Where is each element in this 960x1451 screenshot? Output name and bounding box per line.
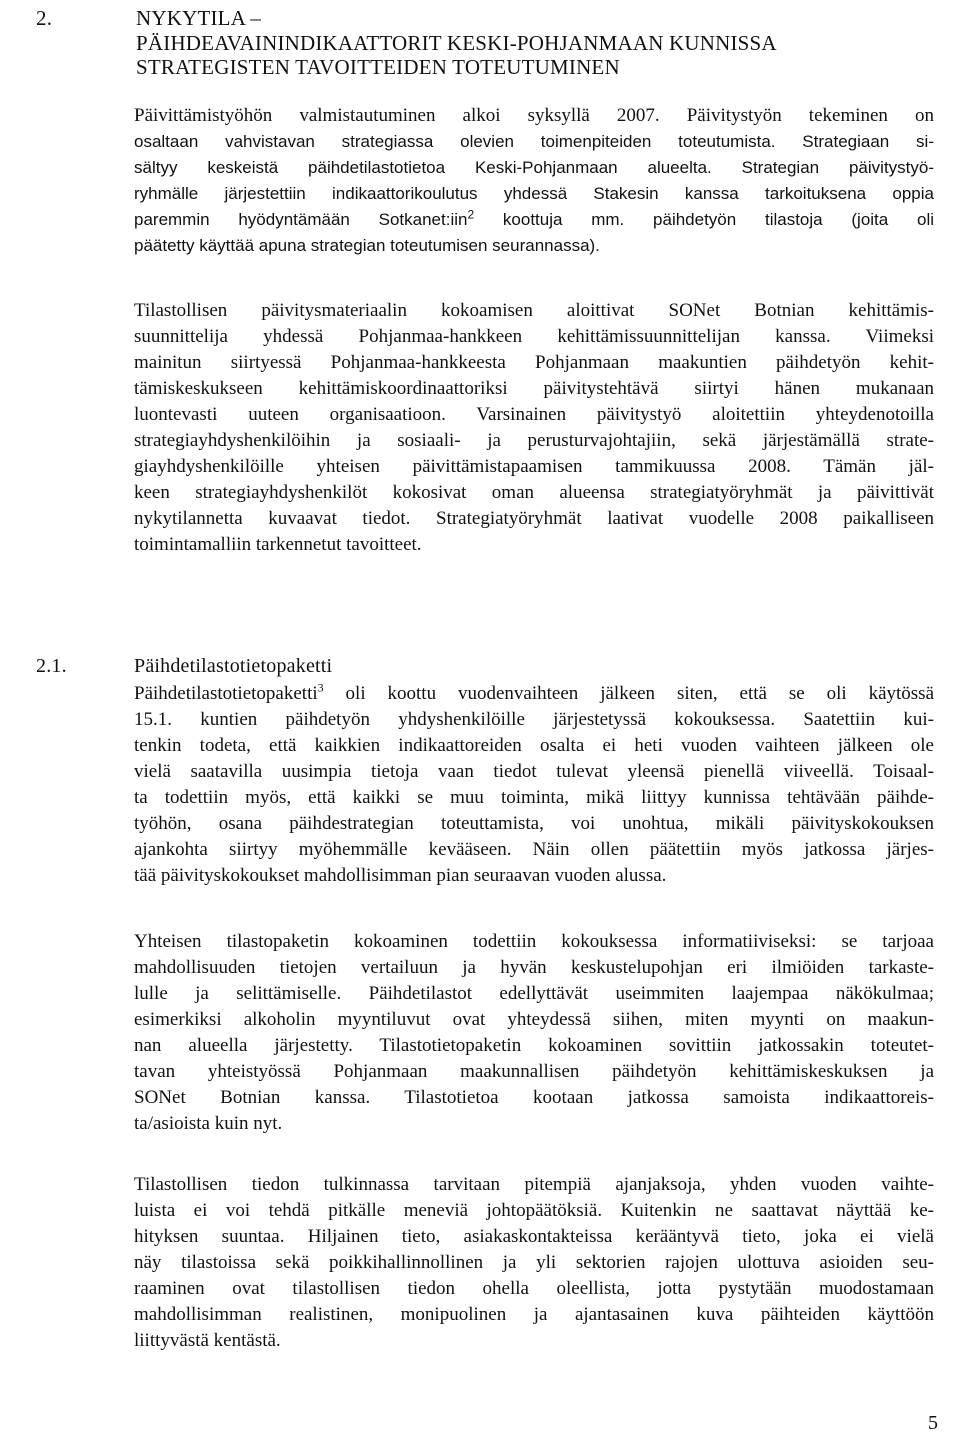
paragraph-statistics-package [134,681,934,889]
text-line: keen strategiayhdyshenkilöt kokosivat oman alueensa strategiatyöryhmät ja päivittivät [134,482,934,503]
text-line: ryhmälle järjestettiin indikaattorikoulutus yhdessä Stakesin kanssa tarkoituksena oppia [134,184,934,203]
paragraph-intro [134,103,934,259]
text-line: esimerkiksi alkoholin myyntiluvut ovat yhteydessä siihen, miten myynti on maakun- [134,1009,934,1030]
text-line: tavan yhteistyössä Pohjanmaan maakunnallisen päihdetyön kehittämiskeskuksen ja [134,1061,934,1082]
text-line: toimintamalliin tarkennetut tavoitteet. [134,534,422,555]
text-line: tenkin todeta, että kaikkien indikaattoreiden osalta ei heti vuoden vaihteen jälkeen ole [134,735,934,756]
text-line: liittyvästä kentästä. [134,1330,281,1351]
text-line [134,681,934,707]
text-line: suunnittelija yhdessä Pohjanmaa-hankkeen kehittämissuunnittelijan kanssa. Viimeksi [134,326,934,347]
text-line: nan alueella järjestetty. Tilastotietopaketin kokoaminen sovittiin jatkossakin toteutet- [134,1035,934,1056]
section-title-line: NYKYTILA – [136,6,262,30]
text-line: ajankohta siirtyy myöhemmälle kevääseen. Näin ollen päätettiin myös jatkossa järjes- [134,839,934,860]
section-title [136,6,936,80]
text-line: SONet Botnian kanssa. Tilastotietoa kootaan jatkossa samoista indikaattoreis- [134,1087,934,1108]
paragraph-update-process [134,298,934,558]
text-line: Tilastollisen tiedon tulkinnassa tarvitaan pitempiä ajanjaksoja, yhden vuoden vaihte- [134,1174,934,1195]
subsection-title: Päihdetilastotietopaketti [134,655,333,677]
text-line: ta/asioista kuin nyt. [134,1113,283,1134]
text-line: tämiskeskukseen kehittämiskoordinaattoriksi päivitystehtävä siirtyi hänen mukanaan [134,378,934,399]
text-line: 15.1. kuntien päihdetyön yhdyshenkilöille järjestetyssä kokouksessa. Saatettiin kui- [134,709,934,730]
text-line: Yhteisen tilastopaketin kokoaminen todettiin kokouksessa informatiiviseksi: se tarjoaa [134,931,934,952]
text-fragment: oli koottu vuodenvaihteen jälkeen siten, että se oli käytössä [323,683,934,704]
footnote-ref: 3 [317,680,324,695]
text-line: ta todettiin myös, että kaikki se muu toiminta, mikä liittyy kunnissa tehtävään päihde- [134,787,934,808]
section-title-line: STRATEGISTEN TAVOITTEIDEN TOTEUTUMINEN [136,55,620,79]
text-line: mahdollisimman realistinen, monipuolinen ja ajantasainen kuva päihteiden käyttöön [134,1304,934,1325]
text-line: näy tilastoissa sekä poikkihallinnollinen ja yli sektorien rajojen ulottuva asioiden seu- [134,1252,934,1273]
paragraph-interpretation [134,1172,934,1354]
text-line: mahdollisuuden tietojen vertailuun ja hyvän keskustelupohjan eri ilmiöiden tarkaste- [134,957,934,978]
text-fragment: paremmin hyödyntämään Sotkanet:iin [134,210,468,229]
text-line: päätetty käyttää apuna strategian toteutumisen seurannassa). [134,236,600,255]
text-line: nykytilannetta kuvaavat tiedot. Strategiatyöryhmät laativat vuodelle 2008 paikalliseen [134,508,934,529]
text-line: työhön, osana päihdestrategian toteuttamista, voi unohtua, mikäli päivityskokouksen [134,813,934,834]
text-line: sältyy keskeistä päihdetilastotietoa Keski-Pohjanmaan alueelta. Strategian päivitystyö- [134,158,934,177]
text-line: lulle ja selittämiselle. Päihdetilastot edellyttävät useimmiten laajempaa näkökulmaa; [134,983,934,1004]
section-title-line: PÄIHDEAVAININDIKAATTORIT KESKI-POHJANMAAN KUNNISSA [136,30,777,55]
footnote-ref: 2 [467,207,475,222]
text-line: Päivittämistyöhön valmistautuminen alkoi syksyllä 2007. Päivitystyön tekeminen on [134,105,934,126]
text-line [134,207,934,233]
text-line: luontevasti uuteen organisaatioon. Varsinainen päivitystyö aloitettiin yhteydenotoilla [134,404,934,425]
text-line: Tilastollisen päivitysmateriaalin kokoamisen aloittivat SONet Botnian kehittämis- [134,300,934,321]
subsection-number: 2.1. [36,655,67,677]
text-line: giayhdyshenkilöille yhteisen päivittämistapaamisen tammikuussa 2008. Tämän jäl- [134,456,934,477]
text-fragment: koottuja mm. päihdetyön tilastoja (joita oli [474,210,934,229]
page-number: 5 [928,1412,938,1434]
text-line: hityksen suuntaa. Hiljainen tieto, asiakaskontakteissa kerääntyvä tieto, joka ei vielä [134,1226,934,1247]
text-line: luista ei voi tehdä pitkälle meneviä johtopäätöksiä. Kuitenkin ne saattavat näyttää ke- [134,1200,934,1221]
text-line: raaminen ovat tilastollisen tiedon ohella oleellista, jotta pystytään muodostamaan [134,1278,934,1299]
text-line: vielä saatavilla uusimpia tietoja vaan tiedot tulevat yleensä pienellä viiveellä. Toisaal- [134,761,934,782]
text-line: strategiayhdyshenkilöihin ja sosiaali- ja perusturvajohtajiin, sekä järjestämällä strate- [134,430,934,451]
text-line: osaltaan vahvistavan strategiassa olevien toimenpiteiden toteutumista. Strategiaan si- [134,132,934,151]
text-line: mainitun siirtyessä Pohjanmaa-hankkeesta Pohjanmaan maakuntien päihdetyön kehit- [134,352,934,373]
text-fragment: Päihdetilastotietopaketti [134,683,318,704]
paragraph-joint-package [134,929,934,1137]
text-line: tää päivityskokoukset mahdollisimman pian seuraavan vuoden alussa. [134,865,667,886]
section-number: 2. [36,6,53,30]
